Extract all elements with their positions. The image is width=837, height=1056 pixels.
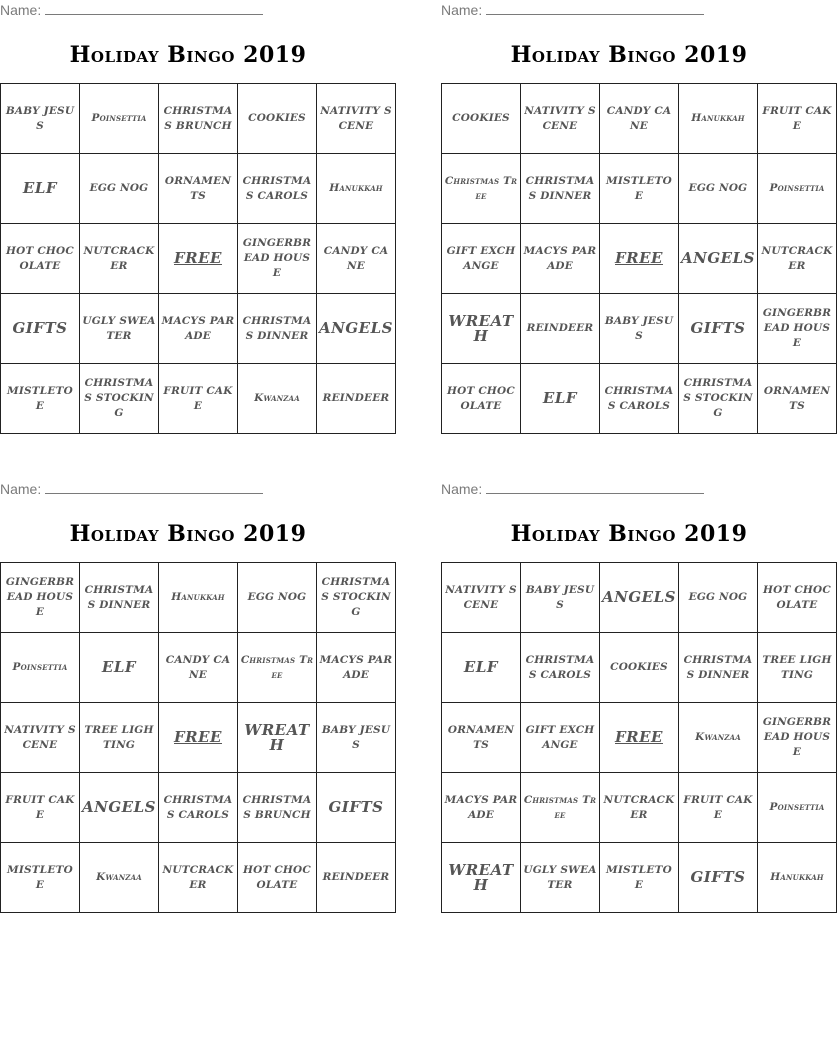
bingo-cell[interactable]: MISTLETOE: [1, 843, 80, 913]
bingo-cell[interactable]: GINGERBREAD HOUSE: [758, 703, 837, 773]
bingo-cell[interactable]: Kwanzaa: [679, 703, 758, 773]
bingo-cell[interactable]: GIFT EXCHANGE: [442, 224, 521, 294]
name-blank-line[interactable]: [486, 480, 704, 494]
bingo-cell[interactable]: COOKIES: [442, 84, 521, 154]
bingo-cell[interactable]: GIFTS: [317, 773, 396, 843]
bingo-cell[interactable]: ANGELS: [600, 563, 679, 633]
bingo-cell[interactable]: CHRISTMAS STOCKING: [317, 563, 396, 633]
free-space[interactable]: FREE: [159, 703, 238, 773]
bingo-cell[interactable]: HOT CHOCOLATE: [758, 563, 837, 633]
bingo-cell[interactable]: FRUIT CAKE: [159, 364, 238, 434]
bingo-row: [1, 703, 396, 773]
bingo-cell[interactable]: CHRISTMAS BRUNCH: [238, 773, 317, 843]
bingo-row: [442, 84, 837, 154]
bingo-cell[interactable]: BABY JESUS: [317, 703, 396, 773]
bingo-cell[interactable]: TREE LIGHTING: [80, 703, 159, 773]
bingo-cell[interactable]: CHRISTMAS STOCKING: [80, 364, 159, 434]
bingo-row: [442, 154, 837, 224]
bingo-cell[interactable]: Hanukkah: [159, 563, 238, 633]
bingo-row: [442, 224, 837, 294]
name-label: Name:: [0, 481, 42, 497]
bingo-cell[interactable]: ELF: [521, 364, 600, 434]
bingo-cell[interactable]: Kwanzaa: [80, 843, 159, 913]
name-label: Name:: [0, 2, 42, 18]
bingo-cell[interactable]: EGG NOG: [80, 154, 159, 224]
bingo-cell[interactable]: ANGELS: [80, 773, 159, 843]
name-line: [0, 0, 376, 20]
bingo-cell[interactable]: CHRISTMAS DINNER: [521, 154, 600, 224]
bingo-cell[interactable]: ORNAMENTS: [442, 703, 521, 773]
bingo-cell[interactable]: CHRISTMAS CAROLS: [159, 773, 238, 843]
bingo-row: [442, 364, 837, 434]
bingo-row: [1, 843, 396, 913]
name-line: [441, 0, 817, 20]
bingo-grid: [0, 83, 396, 434]
bingo-cell[interactable]: UGLY SWEATER: [521, 843, 600, 913]
bingo-cell[interactable]: Kwanzaa: [238, 364, 317, 434]
bingo-cell[interactable]: MACYS PARADE: [521, 224, 600, 294]
bingo-card: [0, 0, 393, 419]
bingo-cell[interactable]: ORNAMENTS: [159, 154, 238, 224]
bingo-cell[interactable]: FRUIT CAKE: [679, 773, 758, 843]
bingo-cell[interactable]: COOKIES: [238, 84, 317, 154]
card-title: Holiday Bingo 2019: [510, 42, 748, 68]
bingo-cell[interactable]: Poinsettia: [758, 154, 837, 224]
name-blank-line[interactable]: [45, 1, 263, 15]
bingo-row: [1, 773, 396, 843]
bingo-grid: [0, 562, 396, 913]
bingo-row: [1, 563, 396, 633]
bingo-row: [1, 224, 396, 294]
bingo-cell[interactable]: ELF: [1, 154, 80, 224]
bingo-cell[interactable]: FRUIT CAKE: [1, 773, 80, 843]
bingo-cell[interactable]: NATIVITY SCENE: [442, 563, 521, 633]
bingo-cell[interactable]: CHRISTMAS STOCKING: [679, 364, 758, 434]
bingo-grid: [441, 83, 837, 434]
bingo-cell[interactable]: MACYS PARADE: [317, 633, 396, 703]
bingo-cell[interactable]: Poinsettia: [758, 773, 837, 843]
bingo-row: [442, 633, 837, 703]
bingo-cell[interactable]: WREATH: [442, 294, 521, 364]
bingo-cell[interactable]: Hanukkah: [679, 84, 758, 154]
bingo-card: [441, 0, 833, 419]
bingo-cell[interactable]: MACYS PARADE: [442, 773, 521, 843]
bingo-cell[interactable]: FRUIT CAKE: [758, 84, 837, 154]
bingo-cell[interactable]: GIFTS: [679, 843, 758, 913]
name-label: Name:: [441, 481, 483, 497]
free-space[interactable]: FREE: [600, 703, 679, 773]
bingo-cell[interactable]: CHRISTMAS DINNER: [80, 563, 159, 633]
bingo-cell[interactable]: COOKIES: [600, 633, 679, 703]
bingo-cell[interactable]: CANDY CANE: [600, 84, 679, 154]
bingo-row: [442, 843, 837, 913]
bingo-cell[interactable]: NATIVITY SCENE: [521, 84, 600, 154]
bingo-cell[interactable]: TREE LIGHTING: [758, 633, 837, 703]
bingo-cell[interactable]: NUTCRACKER: [159, 843, 238, 913]
bingo-cell[interactable]: NATIVITY SCENE: [317, 84, 396, 154]
bingo-cell[interactable]: CHRISTMAS CAROLS: [600, 364, 679, 434]
bingo-cell[interactable]: GIFTS: [1, 294, 80, 364]
bingo-cell[interactable]: MISTLETOE: [600, 154, 679, 224]
bingo-cell[interactable]: CANDY CANE: [317, 224, 396, 294]
bingo-cell[interactable]: Poinsettia: [80, 84, 159, 154]
bingo-cell[interactable]: CHRISTMAS CAROLS: [238, 154, 317, 224]
bingo-cell[interactable]: EGG NOG: [238, 563, 317, 633]
bingo-cell[interactable]: ELF: [80, 633, 159, 703]
card-title: Holiday Bingo 2019: [510, 521, 748, 547]
bingo-grid: [441, 562, 837, 913]
name-blank-line[interactable]: [486, 1, 704, 15]
card-title: Holiday Bingo 2019: [69, 42, 307, 68]
bingo-cell[interactable]: NATIVITY SCENE: [1, 703, 80, 773]
name-blank-line[interactable]: [45, 480, 263, 494]
bingo-cell[interactable]: MISTLETOE: [1, 364, 80, 434]
bingo-cell[interactable]: MACYS PARADE: [159, 294, 238, 364]
bingo-cell[interactable]: Hanukkah: [758, 843, 837, 913]
bingo-row: [442, 294, 837, 364]
bingo-cell[interactable]: NUTCRACKER: [80, 224, 159, 294]
bingo-row: [442, 563, 837, 633]
bingo-card: [441, 479, 832, 894]
bingo-cell[interactable]: MISTLETOE: [600, 843, 679, 913]
bingo-cell[interactable]: NUTCRACKER: [758, 224, 837, 294]
bingo-cell[interactable]: EGG NOG: [679, 563, 758, 633]
bingo-cell[interactable]: HOT CHOCOLATE: [238, 843, 317, 913]
bingo-row: [442, 773, 837, 843]
bingo-row: [1, 364, 396, 434]
bingo-cell[interactable]: Hanukkah: [317, 154, 396, 224]
bingo-row: [1, 154, 396, 224]
name-line: [0, 479, 376, 499]
card-title: Holiday Bingo 2019: [69, 521, 307, 547]
bingo-cell[interactable]: ORNAMENTS: [758, 364, 837, 434]
free-space[interactable]: FREE: [600, 224, 679, 294]
bingo-cell[interactable]: GINGERBREAD HOUSE: [238, 224, 317, 294]
name-label: Name:: [441, 2, 483, 18]
bingo-cell[interactable]: Christmas Tree: [442, 154, 521, 224]
bingo-cell[interactable]: CANDY CANE: [159, 633, 238, 703]
bingo-cell[interactable]: UGLY SWEATER: [80, 294, 159, 364]
bingo-cell[interactable]: REINDEER: [317, 843, 396, 913]
bingo-cell[interactable]: NUTCRACKER: [600, 773, 679, 843]
name-line: [441, 479, 817, 499]
bingo-cell[interactable]: CHRISTMAS DINNER: [238, 294, 317, 364]
bingo-row: [1, 84, 396, 154]
bingo-cell[interactable]: HOT CHOCOLATE: [1, 224, 80, 294]
bingo-cell[interactable]: GINGERBREAD HOUSE: [1, 563, 80, 633]
bingo-cell[interactable]: BABY JESUS: [1, 84, 80, 154]
bingo-cell[interactable]: ANGELS: [679, 224, 758, 294]
bingo-cell[interactable]: BABY JESUS: [521, 563, 600, 633]
bingo-cell[interactable]: WREATH: [442, 843, 521, 913]
bingo-row: [1, 294, 396, 364]
bingo-cell[interactable]: CHRISTMAS DINNER: [679, 633, 758, 703]
bingo-cell[interactable]: EGG NOG: [679, 154, 758, 224]
bingo-cell[interactable]: ELF: [442, 633, 521, 703]
bingo-cell[interactable]: GIFTS: [679, 294, 758, 364]
bingo-cell[interactable]: Christmas Tree: [521, 773, 600, 843]
bingo-row: [442, 703, 837, 773]
bingo-cell[interactable]: CHRISTMAS BRUNCH: [159, 84, 238, 154]
bingo-cell[interactable]: REINDEER: [521, 294, 600, 364]
bingo-cell[interactable]: CHRISTMAS CAROLS: [521, 633, 600, 703]
bingo-cell[interactable]: HOT CHOCOLATE: [442, 364, 521, 434]
free-space[interactable]: FREE: [159, 224, 238, 294]
bingo-cell[interactable]: WREATH: [238, 703, 317, 773]
bingo-cell[interactable]: REINDEER: [317, 364, 396, 434]
bingo-cell[interactable]: GIFT EXCHANGE: [521, 703, 600, 773]
bingo-cell[interactable]: GINGERBREAD HOUSE: [758, 294, 837, 364]
bingo-card: [0, 479, 393, 891]
bingo-cell[interactable]: Christmas Tree: [238, 633, 317, 703]
bingo-cell[interactable]: BABY JESUS: [600, 294, 679, 364]
bingo-cell[interactable]: Poinsettia: [1, 633, 80, 703]
bingo-row: [1, 633, 396, 703]
bingo-cell[interactable]: ANGELS: [317, 294, 396, 364]
